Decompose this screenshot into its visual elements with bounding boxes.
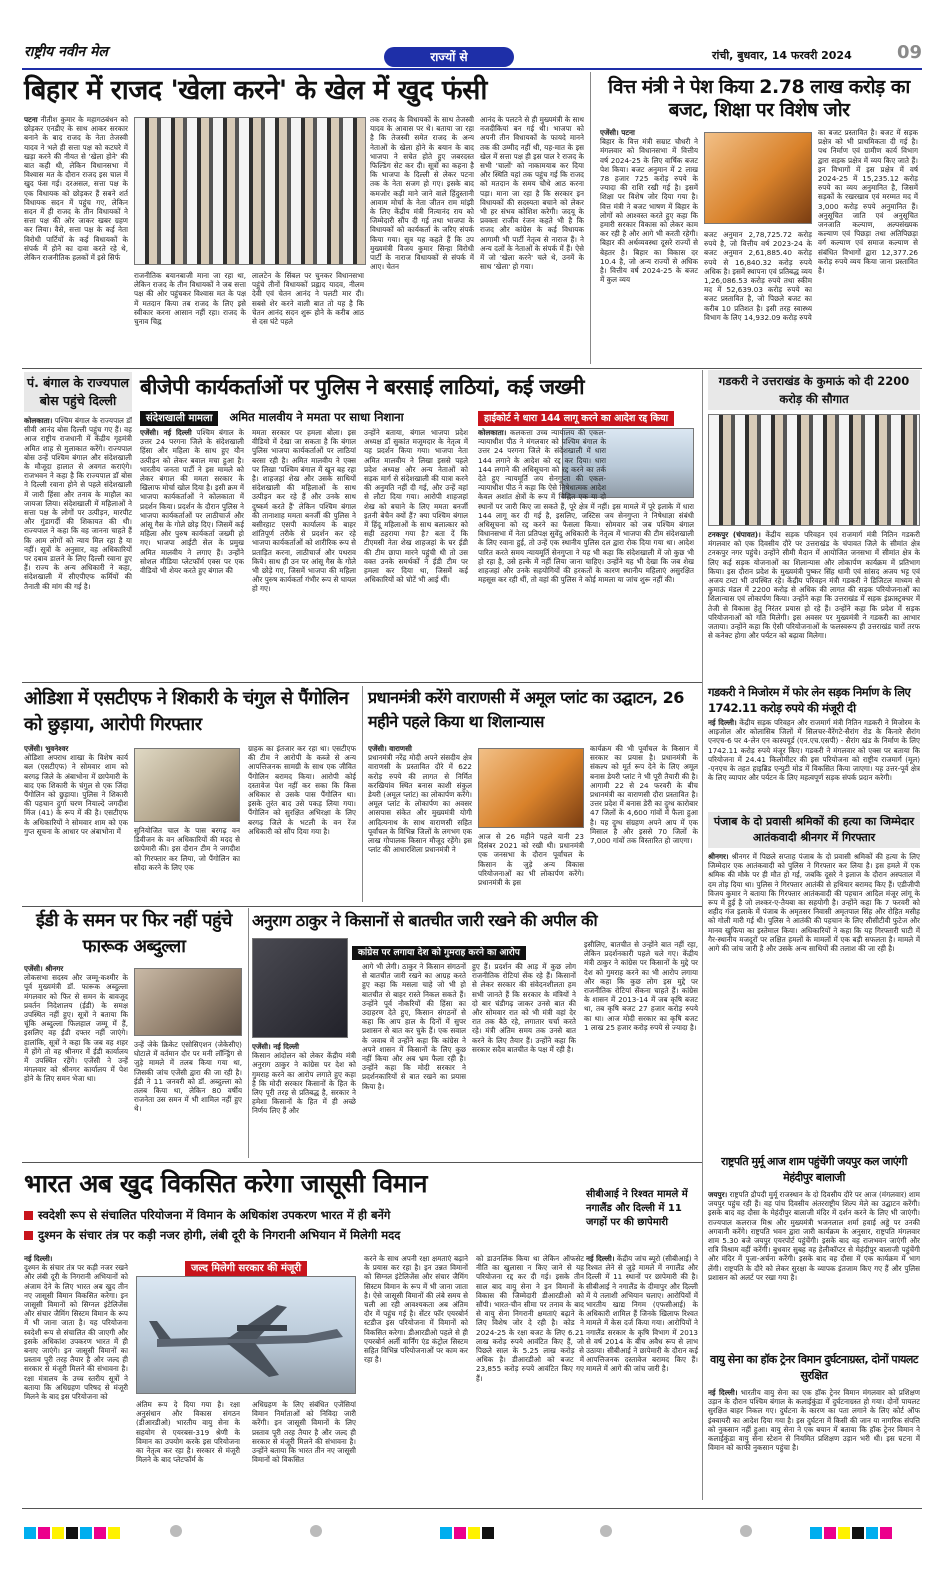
story-rjd-col1: नीतीश कुमार के महागठबंधन को छोड़कर एनडीए के साथ आकर सरकार बनाने के बाद राजद के नेता तेजस्वी यादव ने भले ही सत्ता पक्ष को कटघरे में खड़ा करने की नीयत से 'खेला होने' की बात कही थी, लेकिन विधानसभा में विश्वास मत के दौरान राजद इस चाल में खुद फंस गई। दरअसल, सत्ता पक्ष के एक विधायक को छोड़कर हैं सबने शर्त विधायक सदन में पहुंच गए, लेकिन सदन में ही राजद के तीन विधायकों ने सत्ता पक्ष की ओर जाकर खबर ग्रहण कर लिया। वैसे, सत्ता पक्ष के कई नेता विरोधी पार्टियों के कई विधायकों के संपर्क में होने का दावा करते रहे थे, लेकिन राजनीतिक हलकों में इसे सिर्फ	[24, 115, 128, 263]
dateline: नई दिल्ली।	[586, 1254, 615, 1263]
section-rule	[22, 682, 702, 683]
iaf-text: भारतीय वायु सेना का एक हॉक ट्रेनर विमान मंगलवार को प्रशिक्षण उड़ान के दौरान पश्चिम बंगाल के कलाईकुंडा में दुर्घटनाग्रस्त हो गया। दोनों पायलट सुरक्षित बाहर निकल गए। दुर्घटना के कारण का पता लगाने के लिए कोर्ट ऑफ इंक्वायरी का आदेश दिया गया है। इस दुर्घटना में किसी की जान या नागरिक संपत्ति को नुकसान नहीं हुआ। वायु सेना ने एक बयान में बताया कि हॉक ट्रेनर विमान ने कलाईकुंडा वायु सेना स्टेशन से नियमित प्रशिक्षण उड़ान भरी थी। इस घटना में विमान को काफी नुकसान पहुंचा है।	[708, 1388, 920, 1453]
masthead-rule	[22, 68, 922, 70]
spy-plane-photo	[136, 1276, 356, 1394]
registration-mark	[310, 1525, 322, 1537]
farooq-abdullah-photo	[134, 968, 242, 1036]
murmu-text: राष्ट्रपति द्रौपदी मुर्मू राजस्थान के दो दिवसीय दौरे पर आज (मंगलवार) शाम जयपुर पहुंच रही हैं। वह पांच दिवसीय अंतरराष्ट्रीय शिल्प मेले का उद्घाटन करेंगी। इसके बाद वह दौसा के मेहंदीपुर बालाजी मंदिर में दर्शन करने के लिए भी जाएंगी। राज्यपाल कलराज मिश्र और मुख्यमंत्री भजनलाल शर्मा हवाई अड्डे पर उनकी अगवानी करेंगे। राष्ट्रपति भवन द्वारा जारी कार्यक्रम के अनुसार, राष्ट्रपति मंगलवार शाम 5.30 बजे जयपुर एयरपोर्ट पहुंचेंगी। इसके बाद वह राजभवन जाएंगी और रात्रि विश्राम वहीं करेंगी। बुधवार सुबह वह हेलीकॉप्टर से मेहंदीपुर बालाजी पहुंचेंगी और मंदिर में पूजा-अर्चना करेंगी। इसके बाद वह दौसा में एक कार्यक्रम में भाग लेंगी। राष्ट्रपति के दौरे को लेकर सुरक्षा के व्यापक इंतजाम किए गए हैं और पुलिस प्रशासन को अलर्ट पर रखा गया है।	[708, 1190, 920, 1282]
hc-section144-text: कलकत्ता उच्च न्यायालय की एकल-न्यायाधीश पीठ ने मंगलवार को पश्चिम बंगाल के उत्तर 24 परगना जिले के संदेशखाली में धारा 144 लगाने के आदेश को रद्द कर दिया। धारा 144 लगाने की अधिसूचना को रद्द करने का तर्क देते हुए न्यायमूर्ति जय सेनगुप्ता की एकल-न्यायाधीश पीठ ने कहा कि ऐसे निषेधात्मक आदेश केवल अशांत क्षेत्रों के रूप में चिह्नित एक या दो स्थानों पर जारी किए जा सकते हैं, पूरे क्षेत्र में नहीं। इस मामले में पूरे इलाके में धारा 144 लागू कर दी गई है, इसलिए, जस्टिस जय सेनगुप्ता ने निषेधाज्ञा संबंधी अधिसूचना को रद्द करने का फैसला किया। सोमवार को जब पश्चिम बंगाल विधानसभा में नेता प्रतिपक्ष सुवेंदु अधिकारी के नेतृत्व में भाजपा की टीम संदेशखाली के लिए रवाना हुई, तो उन्हें एक स्थानीय पुलिस दल द्वारा रोक दिया गया था। आदेश पारित करते समय न्यायमूर्ति सेनगुप्ता ने यह भी कहा कि संदेशखाली में जो कुछ भी हो रहा है, उसे हल्के में नहीं लिया जाना चाहिए। उन्होंने यह भी देखा कि जब शेख शाहजहां और उनके सहयोगियों की हरकतों के कारण स्थानीय महिलाएं असुरक्षित महसूस कर रही थीं, तो वहां की पुलिस ने कोई मामला या जांच शुरू नहीं की।	[478, 428, 694, 585]
bjp-police-col1: पश्चिम बंगाल के उत्तर 24 परगना जिले के संदेशखाली हिंसा और महिला के साथ हुए यौन उत्पीड़न को लेकर बवाल मचा हुआ है। भारतीय जनता पार्टी ने इस मामले को लेकर बंगाल की ममता सरकार के खिलाफ मोर्चा खोल दिया है। इसी क्रम में भाजपा कार्यकर्ताओं ने कोलकाता में प्रदर्शन किया। प्रदर्शन के दौरान पुलिस ने भाजपा कार्यकर्ताओं पर लाठीचार्ज और आंसू गैस के गोले छोड़ दिए। जिसमें कई महिला और पुरुष कार्यकर्ता जख्मी हो गए। भाजपा आईटी सेल के प्रमुख अमित मालवीय ने लगाए हैं। उन्होंने सोशल मीडिया प्लेटफॉर्म एक्स पर एक वीडियो भी शेयर करते हुए बंगाल की	[140, 428, 244, 576]
farooq-story	[24, 964, 244, 1158]
amul-headline: प्रधानमंत्री करेंगे वाराणसी में अमूल प्लांट का उद्घाटन, 26 महीने पहले किया था शिलान्यास	[368, 688, 684, 731]
bengal-governor-headline-box	[24, 372, 132, 412]
gadkari-text: केंद्रीय सड़क परिवहन एवं राजमार्ग मंत्री नितिन गडकरी मंगलवार को एक दिवसीय दौरे पर उत्तराखंड के चंपावत जिले के सीमांत क्षेत्र टनकपुर नगर पहुंचे। उन्होंने सीमी मैदान में आयोजित जनसभा में सीमांत क्षेत्र के लिए कई सड़क योजनाओं का शिलान्यास और लोकार्पण कार्यक्रम में प्रतिभाग किया। इस दौरान प्रदेश के मुख्यमंत्री पुष्कर सिंह धामी एवं सांसद अजय भट्ट एवं अजय टम्टा भी उपस्थित रहे। केंद्रीय परिवहन मंत्री गडकरी ने डिजिटल माध्यम से कुमाऊं मंडल में 2200 करोड़ से अधिक की लागत की सड़क परियोजनाओं का शिलान्यास एवं लोकार्पण किया। उन्होंने कहा कि उत्तराखंड में सड़क इंफ्रास्ट्रक्चर में तेजी से विकास हेतु निरंतर प्रयास हो रहे हैं। उन्होंने कहा कि प्रदेश में सड़क परियोजनाओं को गति मिलेगी। इस अवसर पर मुख्यमंत्री ने गडकरी का आभार जताया। उन्होंने कहा कि ऐसी परियोजनाओं के फलस्वरूप ही उत्तराखंड चारों तरफ से कनेक्ट होगा और पर्यटन को बढ़ावा मिलेगा।	[708, 530, 920, 641]
section-badge: राज्यों से	[384, 47, 514, 67]
cbi-headline: सीबीआई ने रिश्वत मामले में नगालैंड और दिल्ली में 11 जगहों पर की छापेमारी	[586, 1189, 688, 1228]
dateline: एजेंसी। नई दिल्ली	[252, 1042, 299, 1051]
anurag-thakur-photo	[252, 938, 348, 1038]
dateline: कोलकाता।	[24, 416, 53, 425]
spyplane-bullet-2-text: दुश्मन के संचार तंत्र पर कड़ी नजर होगी, लंबी दूरी के निगरानी अभियान में मिलेगी मदद	[38, 1228, 401, 1242]
footer-rule	[22, 1508, 922, 1509]
bjp-police-headline: बीजेपी कार्यकर्ताओं पर पुलिस ने बरसाई लाठियां, कई जख्मी	[140, 375, 585, 399]
iaf-story	[708, 1388, 920, 1500]
bjp-police-story	[140, 428, 470, 678]
spyplane-bullet-1	[24, 1208, 584, 1224]
gadkari-story	[708, 530, 920, 678]
registration-mark	[600, 1525, 612, 1537]
dateline: जयपुर।	[708, 1190, 728, 1199]
punjab-headline: पंजाब के दो प्रवासी श्रमिकों की हत्या का जिम्मेदार आतंकवादी श्रीनगर में गिरफ्तार	[713, 815, 915, 844]
aircraft-icon	[137, 1277, 356, 1394]
dateline: एजेंसी। वाराणसी	[368, 744, 412, 753]
dateline: एजेंसी। नई दिल्ली	[140, 428, 192, 437]
column-divider	[702, 370, 703, 1500]
registration-mark	[170, 1525, 182, 1537]
anurag-col2: आगे भी लेगी। ठाकुर ने किसान संगठनों से बातचीत जारी रखने का आग्रह करते हुए कहा कि मसला चाहे जो भी हो बातचीत से बाहर रास्ते निकल सकते हैं। उन्होंने पूर्व नौकरियों की हिंसा का उदाहरण देते हुए, किसान संगठनों से कहा कि आप हाल के दिनों में सुपर प्रशासन से बात कर चुके हैं। एक सवाल के जवाब में उन्होंने कहा कि कांग्रेस ने अपने शासन में किसानों के लिए कुछ नहीं किया और अब भ्रम फैला रही है। उन्होंने कहा कि मोदी सरकार ने प्रदर्शनकारियों से बात रखने का प्रयास किया है।	[362, 962, 466, 1091]
anurag-col1-block	[252, 1042, 356, 1158]
spyplane-col4: करने के साथ अपनी रक्षा क्षमताएं बढ़ाने के प्रयास कर रहा है। इन उन्नत विमानों को सिग्नल इंटेलिजेंस और संचार जैमिंग सिस्टम विमान के रूप में भी जाना जाता है। ऐसे जासूसी विमानों की लंबे समय से चली आ रही आवश्यकता अब अंतिम दौर में पहुंच गई है। सेंटर फॉर एयरबोर्न स्टडीज इस परियोजना में विमानों को विकसित करेगा। डीआरडीओ पहले से ही एयरबोर्न अर्ली वार्निंग एंड कंट्रोल सिस्टम सहित विभिन्न परियोजनाओं पर काम कर रहा है।	[364, 1254, 468, 1365]
section-rule	[22, 906, 702, 907]
page-number: 09	[896, 42, 922, 63]
gadkari-headline-box	[708, 370, 920, 410]
column-divider	[248, 908, 249, 1158]
spyplane-story	[24, 1254, 584, 1500]
dateline: नई दिल्ली।	[708, 1388, 738, 1397]
dateline: एजेंसी। भुवनेश्वर	[24, 744, 69, 753]
cbi-headline-box	[586, 1188, 698, 1248]
anurag-headline: अनुराग ठाकुर ने किसानों से बातचीत जारी रखने की अपील की	[252, 911, 598, 930]
odisha-headline: ओडिशा में एसटीएफ ने शिकारी के चंगुल से पैंगोलिन को छुड़ाया, आरोपी गिरफ्तार	[24, 688, 349, 735]
amul-col3: कार्यक्रम की भी पूर्वांचल के किसान में सरकार का प्रयास है। प्रधानमंत्री के संकल्प को मूर्त रूप देने के लिए अमूल बनास डेयरी प्लांट ने भी पूरी तैयारी की है। आगामी 22 से 24 फरवरी के बीच प्रधानमंत्री का वाराणसी दौरा प्रस्तावित है। उत्तर प्रदेश में बनास डेरी का दुग्ध कारोबार 47 जिलों के 4,600 गांवों में फैला हुआ है। यह दुग्ध संग्रहण अपने आप में एक मिसाल है और इससे 70 जिलों के 7,000 गांवों तक विस्तारित हो जाएगा।	[590, 744, 698, 846]
color-registration-bar-center	[440, 1524, 510, 1538]
budget-col1: बिहार के वित्त मंत्री सम्राट चौधरी ने मंगलवार को विधानसभा में वित्तीय वर्ष 2024-25 के लिए वार्षिक बजट पेश किया। बजट अनुमान में 2 लाख 78 हजार 725 करोड़ रुपये के ज्यादा की राशि रखी गई है। इसमें शिक्षा पर विशेष जोर दिया गया है। वित्त मंत्री ने बजट भाषण में बिहार के लोगों को आश्वस्त करते हुए कहा कि हमारी सरकार विकास को लेकर काम कर रही है और आगे भी करती रहेगी। बिहार की अर्थव्यवस्था दूसरे राज्यों से बेहतर है। बिहार का विकास दर 10.4 है, जो अन्य राज्यों से अधिक है। वित्तीय वर्ष 2024-25 के बजट में कुल व्यय	[600, 137, 698, 285]
story-rjd-headline: बिहार में राजद 'खेला करने' के खेल में खुद फंसी	[24, 75, 487, 106]
iaf-headline: वायु सेना का हॉक ट्रेनर विमान दुर्घटनाग्रस्त, दोनों पायलट सुरक्षित	[710, 1353, 918, 1382]
punjab-headline-box	[708, 812, 920, 848]
color-registration-bar-left	[24, 1524, 144, 1538]
punjab-story	[708, 852, 920, 1152]
anurag-col3: हुए हैं। प्रदर्शन की आड़ में कुछ लोग राजनीतिक रोटियां सेंक रहे हैं। किसानों से लेकर सरकार की संवेदनशीलता हम सभी जानते हैं कि सरकार के मंत्रियों ने दो बार चंडीगढ़ जाकर उनसे बात की और सोमवार रात को भी मंत्री वहां देर रात तक बैठे रहे, लगातार चर्चा करते रहे। मंत्री अंतिम समय तक उनसे बात करने के लिए तैयार हैं। उन्होंने कहा कि सरकार सदैव बातचीत के पक्ष में रही है।	[472, 962, 576, 1054]
hc-section144-story	[478, 428, 694, 678]
cbi-story	[586, 1254, 698, 1500]
dateline: टनकपुर (चंपावत)।	[708, 530, 761, 539]
rjd-mla-photo	[134, 117, 366, 265]
amul-story	[368, 744, 698, 902]
spyplane-tag: जल्द मिलेगी सरकार की मंजूरी	[185, 1261, 307, 1276]
spyplane-bullet-1-text: स्वदेशी रूप से संचालित परियोजना में विमान के अधिकांश उपकरण भारत में ही बनेंगे	[38, 1208, 391, 1222]
mizoram-text: केंद्रीय सड़क परिवहन और राजमार्ग मंत्री नितिन गडकरी ने मिजोरम के आइजोल और कोलासिब जिलों में सिलचर-वैरेंगटे-सैरांग रोड के किनारे सैरांग एनएच-6 पर 4-लेन एन कास्पयूर्ड (एन.एच.एसपी) - सैरांग खंड के निर्माण के लिए 1742.11 करोड़ रुपये मंजूर किए। गडकरी ने मंगलवार को एक्स पर बताया कि परियोजना में 24.41 किलोमीटर की इस परियोजना को राष्ट्रीय राजमार्ग (मूल) -एनएच के तहत हाइब्रिड एन्युटी मोड में विकसित किया जाएगा। यह उत्तर-पूर्व क्षेत्र के लिए व्यापार और पर्यटन के लिए महत्वपूर्ण सड़क संपर्क प्रदान करेगी।	[708, 718, 920, 783]
bengal-governor-story	[24, 416, 132, 678]
dateline: नई दिल्ली।	[24, 1254, 53, 1263]
odisha-col2b: सुनियोजित चाल के पास बरगढ़ वन डिवीजन के वन अधिकारियों की मदद से छापेमारी की। इस दौरान टीम ने जगदीश को गिरफ्तार कर लिया, जो पैंगोलिन का सौदा करने के लिए एक	[134, 826, 240, 872]
farooq-col2: उन्हें जेके क्रिकेट एसोसिएशन (जेकेसीए) घोटाले में वर्तमान दौर पर मनी लॉन्ड्रिंग से जुड़े मामले में तलब किया गया था, जिसकी जांच एजेंसी द्वारा की जा रही है। ईडी ने 11 जनवरी को डॉ. अब्दुल्ला को तलब किया था, लेकिन 80 वर्षीय राजनेता उस समन में भी शामिल नहीं हुए थे।	[134, 1040, 242, 1114]
dateline: पटना	[24, 115, 38, 124]
hc-section144-tag: हाईकोर्ट ने धारा 144 लागू करने का आदेश रद्द किया	[478, 411, 674, 426]
anurag-tag: कांग्रेस पर लगाया देश को गुमराह करने का आरोप	[352, 946, 526, 960]
spyplane-col2: अंतिम रूप दे दिया गया है। रक्षा अनुसंधान और विकास संगठन (डीआरडीओ) भारतीय वायु सेना के सहयोग से एयरबस-319 श्रेणी के विमान का उपयोग करके इस परियोजना का नेतृत्व कर रहा है। सरकार से मंजूरी मिलने के बाद प्लेटफॉर्म के	[136, 1400, 240, 1465]
bjp-police-subhead: अमित मालवीय ने ममता पर साधा निशाना	[229, 410, 404, 424]
hc-section144-tag-row	[478, 406, 698, 424]
punjab-text: श्रीनगर में पिछले सप्ताह पंजाब के दो प्रवासी श्रमिकों की हत्या के लिए जिम्मेदार एक आतंकवादी को पुलिस ने गिरफ्तार कर लिया है। इस हमले में एक श्रमिक की मौके पर ही मौत हो गई, जबकि दूसरे ने इलाज के दौरान अस्पताल में दम तोड़ दिया था। पुलिस ने गिरफ्तार आतंकी से हथियार बरामद किए हैं। एडीजीपी विजय कुमार ने बताया कि गिरफ्तार आतंकवादी की पहचान आदिल मंजूर लांगू के रूप में हुई है जो लश्कर-ए-तैयबा का सहयोगी है। उन्होंने कहा कि 7 फरवरी को शहीद गंज इलाके में पंजाब के अमृतसर निवासी अमृतपाल सिंह और रोहित मसीह को गोली मारी गई थी। पुलिस ने आतंकी की पहचान के लिए सीसीटीवी फुटेज और मानव खुफिया का इस्तेमाल किया। अधिकारियों ने कहा कि यह गिरफ्तारी घाटी में गैर-स्थानीय मजदूरों पर लक्षित हमलों के मामलों में एक बड़ी सफलता है। मामले में आगे की जांच जारी है और उसके अन्य साथियों की तलाश की जा रही है।	[708, 852, 920, 954]
dateline: नई दिल्ली।	[708, 718, 737, 727]
odisha-story	[24, 744, 356, 902]
column-divider	[590, 72, 591, 364]
spyplane-col1: दुश्मन के संचार तंत्र पर कड़ी नजर रखने और लंबी दूरी के निगरानी अभियानों को अंजाम देने के लिए भारत अब खुद तीन नए जासूसी विमान विकसित करेगा। इन जासूसी विमानों को सिग्नल इंटेलिजेंस और संचार जैमिंग सिस्टम विमान के रूप में भी जाना जाता है। यह परियोजना स्वदेशी रूप से संचालित की जाएगी और इसके अधिकांश उपकरण भारत में ही बनाए जाएंगे। इन जासूसी विमानों का प्रस्ताव पूरी तरह तैयार है और जल्द ही सरकार से मंजूरी मिलने की संभावना है। रक्षा मंत्रालय के उच्च स्तरीय सूत्रों ने बताया कि अधिग्रहण परिषद से मंजूरी मिलने के बाद इस परियोजना को	[24, 1263, 128, 1402]
story-rjd	[24, 115, 584, 365]
gadkari-event-photo	[708, 414, 920, 526]
bjp-police-col3: उन्होंने बताया, बंगाल भाजपा प्रदेश अध्यक्ष डॉ सुकांत मजूमदार के नेतृत्व में यह प्रदर्शन किया गया। भाजपा नेता अमित मालवीय ने लिखा इससे पहले प्रदेश अध्यक्ष और अन्य नेताओं को सड़क मार्ग से संदेशखाली की यात्रा करने की अनुमति नहीं दी गई, और उन्हें वहां से लौटा दिया गया। आरोपी शाहजहां शेख को बचाने के लिए ममता बनर्जी इतनी बेचैन क्यों हैं? क्या पश्चिम बंगाल में हिंदू महिलाओं के साथ बलात्कार को सही ठहराया गया है? बता दें कि टीएमसी नेता शेख शाहजहां के घर ईडी की टीम छापा मारने पहुंची थी तो उस वक्त उनके समर्थकों ने ईडी टीम पर हमला कर दिया था, जिसमें कई अधिकारियों को चोटें भी आई थीं।	[364, 428, 468, 585]
budget-col2: बजट अनुमान 2,78,725.72 करोड़ रुपये है, जो वित्तीय वर्ष 2023-24 के बजट अनुमान 2,61,885.40 करोड़ रुपये से 16,840.32 करोड़ रुपये अधिक है। इसमें स्थापना एवं प्रतिबद्ध व्यय 1,26,086.53 करोड़ रुपये तथा स्कीम मद में 52,639.03 करोड़ रुपये का बजट प्रस्तावित है, जो पिछले बजट का करीब 10 प्रतिशत है। इसी तरह स्वास्थ्य विभाग के लिए 14,932.09 करोड़ रुपये	[704, 230, 812, 322]
story-rjd-col4: तक राजद के विधायकों के साथ तेजस्वी यादव के आवास पर थे। बताया जा रहा है कि तेजस्वी समेत राजद के अन्य नेताओं के खेला होने के बयान के बाद भाजपा ने सचेत होते हुए जबरदस्त फिल्डिंग सेट कर दी। सूत्रों का कहना है कि भाजपा के दिल्ली से लेकर पटना तक के नेता सजग हो गए। इसके बाद कमजोर कड़ी माने जाने वाले हिंदुस्तानी आवाम मोर्चा के नेता जीतन राम मांझी के लिए केंद्रीय मंत्री नित्यानंद राय को जिम्मेदारी सौंप दी गई तथा भाजपा के विधायकों को कार्यकर्ता के जरिए संपर्क किया गया। सूत्र यह कहते हैं कि उप मुख्यमंत्री विजय कुमार सिन्हा विरोधी पार्टी के नाराज विधायकों से संपर्क में आए। चेतन	[370, 115, 474, 272]
section-rule	[22, 368, 922, 369]
section-rule	[22, 1162, 702, 1163]
bengal-governor-headline: पं. बंगाल के राज्यपाल बोस पहुंचे दिल्ली	[27, 375, 129, 408]
paper-name: राष्ट्रीय नवीन मेल	[24, 44, 108, 60]
murmu-headline: राष्ट्रपति मुर्मू आज शाम पहुंचेंगी जयपुर कल जाएंगी मेहंदीपुर बालाजी	[721, 1155, 907, 1184]
farooq-col1: लोकसभा सदस्य और जम्मू-कश्मीर के पूर्व मुख्यमंत्री डॉ. फारूक अब्दुल्ला मंगलवार को फिर से समन के बावजूद प्रवर्तन निदेशालय (ईडी) के समक्ष उपस्थित नहीं हुए। सूत्रों ने बताया कि चूंकि अब्दुल्ला फिलहाल जम्मू में हैं, इसलिए वह ईडी दफ्तर नहीं जाएंगे। हालांकि, सूत्रों ने कहा कि जब वह शहर में होंगे तो वह श्रीनगर में ईडी कार्यालय में उपस्थित रहेंगे। एजेंसी ने उन्हें मंगलवार को श्रीनगर कार्यालय में पेश होने के लिए समन भेजा था।	[24, 973, 128, 1084]
pangolin-photo	[134, 748, 240, 822]
anurag-col4: इसीलिए, बातचीत से उन्होंने बात नहीं रहा, लेकिन प्रदर्शनकारी पहले चले गए। केंद्रीय मंत्री ठाकुर ने कांग्रेस पर किसानों के मुद्दे पर देश को गुमराह करने का भी आरोप लगाया और कहा कि कुछ लोग इस मुद्दे पर राजनीतिक रोटियां सेंकना चाहते हैं। कांग्रेस के शासन में 2013-14 में जब कृषि बजट था, तब कृषि बजट 27 हजार करोड़ रुपये का था। आज मोदी सरकार का कृषि बजट 1 लाख 25 हजार करोड़ रुपये से ज्यादा है।	[584, 940, 698, 1032]
farooq-headline: ईडी के समन पर फिर नहीं पहुंचे फारूक अब्दुल्ला	[36, 910, 232, 957]
color-registration-bar-right	[810, 1524, 920, 1538]
dateline: कोलकाता।	[478, 428, 507, 437]
registration-mark	[740, 1525, 752, 1537]
bjp-police-tag: संदेशखाली मामला	[140, 411, 218, 426]
mizoram-story	[708, 718, 920, 810]
spyplane-col3: अधिग्रहण के लिए संबंधित एजेंसियां विमान निर्माताओं को निविदा जारी करेंगी। इन जासूसी विमानों के लिए प्रस्ताव पूरी तरह तैयार है और जल्द ही सरकार से मंजूरी मिलने की संभावना है। उन्होंने बताया कि भारत तीन नए जासूसी विमानों को विकसित	[252, 1400, 356, 1465]
edition-date: रांची, बुधवार, 14 फरवरी 2024	[712, 49, 852, 62]
cbi-text: केंद्रीय जांच ब्यूरो (सीबीआई) ने रिश्वत लेने से जुड़े मामले में नगालैंड और दिल्ली में 11 स्थानों पर छापेमारी की है। सीबीआई ने नगालैंड के दीमापुर और दिल्ली में ये तलाशी अभियान चलाए। आरोपियों में भारतीय खाद्य निगम (एफसीआई) के अधिकारी शामिल हैं जिनके खिलाफ रिश्वत मामले में केस दर्ज किया गया। आरोपियों ने नगालैंड सरकार के कृषि विभाग में 2013 से वर्ष 2014 के बीच अवैध रूप से लाभ उठाया। सीबीआई ने छापेमारी के दौरान कई आपत्तिजनक दस्तावेज बरामद किए हैं। मामले में आगे की जांच जारी है।	[586, 1254, 698, 1374]
dateline: श्रीनगर।	[708, 852, 729, 861]
budget-story	[600, 128, 918, 364]
dateline: एजेंसी। श्रीनगर	[24, 964, 64, 973]
mizoram-headline: गडकरी ने मिजोरम में फोर लेन सड़क निर्माण के लिए 1742.11 करोड़ रुपये की मंजूरी दी	[708, 685, 911, 715]
dateline: एजेंसी। पटना	[600, 128, 635, 137]
pm-modi-photo	[478, 748, 584, 828]
budget-headline: वित्त मंत्री ने पेश किया 2.78 लाख करोड़ का बजट, शिक्षा पर विशेष जोर	[608, 76, 910, 121]
gadkari-headline: गडकरी ने उत्तराखंड के कुमाऊं को दी 2200 करोड़ की सौगात	[718, 374, 910, 406]
bengal-governor-text: पश्चिम बंगाल के राज्यपाल डॉ सीवी आनंद बोस दिल्ली पहुंच गए हैं। वह आज राष्ट्रीय राजधानी में केंद्रीय गृहमंत्री अमित शाह से मुलाकात करेंगे। राज्यपाल बोस उन्हें पश्चिम बंगाल और संदेशखाली के मौजूदा हालात से अवगत कराएंगे। राजभवन ने कहा है कि राज्यपाल डॉ बोस ने दिल्ली रवाना होने से पहले संदेशखाली में जारी हिंसा और तनाव के माहौल का जायजा लिया। संदेशखाली में महिलाओं ने सत्ता पक्ष के लोगों पर उत्पीड़न, मारपीट और गुंडागर्दी की शिकायत की थी। राज्यपाल ने कहा कि वह जानना चाहते हैं कि आम लोगों को न्याय मिल रहा है या नहीं। सूत्रों के अनुसार, वह अधिकारियों पर दबाव डालने के लिए दिल्ली रवाना हुए हैं। राज्य के अन्य अधिकारी ने कहा, संदेशखाली में सीएपीएफ कर्मियों की तैनाती की मांग की गई है।	[24, 416, 132, 591]
spyplane-bullet-2	[24, 1228, 584, 1244]
budget-col3: का बजट प्रस्तावित है। बजट में सड़क प्रक्षेत्र को भी प्राथमिकता दी गई है। पथ निर्माण एवं ग्रामीण कार्य विभाग द्वारा सड़क प्रक्षेत्र में व्यय किए जाते हैं। इन विभागों में इस प्रक्षेत्र में वर्ष 2024-25 में 15,235.12 करोड़ रुपये का व्यय अनुमानित है, जिसमें सड़कों के रखरखाव एवं मरम्मत मद में 3,000 करोड़ रुपये अनुमानित हैं। अनुसूचित जाति एवं अनुसूचित जनजाति कल्याण, अल्पसंख्यक कल्याण एवं पिछड़ा तथा अतिपिछड़ा वर्ग कल्याण एवं समाज कल्याण से संबंधित विभागों द्वारा 12,377.26 करोड़ रुपये व्यय किया जाना प्रस्तावित है।	[818, 128, 918, 276]
odisha-col1: ओडिशा अपराध शाखा के विशेष कार्य बल (एसटीएफ) ने सोमवार शाम को बरगढ़ जिले के अंबाभोना में छापेमारी के बाद एक शिकारी के चंगुल से एक जिंदा पैंगोलिन को छुड़ाया। पुलिस ने शिकारी की पहचान दुर्गा चरण नियाल्दे जगदीश मिंज (41) के रूप में की है। एसटीएफ के अधिकारियों ने सोमवार शाम को एक गुप्त सूचना के आधार पर अंबाभोना में	[24, 753, 128, 836]
anurag-tag-row	[352, 940, 582, 956]
story-rjd-col2: राजनीतिक बयानबाजी माना जा रहा था, लेकिन राजद के तीन विधायकों ने जब सत्ता पक्ष की ओर पहुंचकर विश्वास मत के पक्ष में मतदान किया तब राजद के लिए इसे स्वीकार करना आसान नहीं रहा। राजद के चुनाव चिह्न	[134, 271, 246, 327]
spyplane-headline: भारत अब खुद विकसित करेगा जासूसी विमान	[24, 1169, 427, 1198]
anurag-col1: किसान आंदोलन को लेकर केंद्रीय मंत्री अनुराग ठाकुर ने कांग्रेस पर देश को गुमराह करने का आरोप लगाते हुए कहा है कि मोदी सरकार किसानों के हित के लिए पूरी तरह से प्रतिबद्ध है, सरकार ने हमेशा किसानों के हित में ही अच्छे निर्णय लिए हैं और	[252, 1051, 356, 1116]
bullet-icon	[24, 1231, 33, 1240]
story-rjd-col3: लालटेन के सिंबल पर चुनकर विधानसभा पहुंचे तीनों विधायकों प्रह्लाद यादव, नीलम देवी एवं चेतन आनंद ने पलटी मार दी। सबसे शेर करने वाली बात तो यह है कि चेतन आनंद सदन शुरू होने के करीब आठ से दस घंटे पहले	[252, 271, 364, 327]
story-rjd-col5: आनंद के पलटने से ही मुख्यमंत्री के साथ नजदीकियां बन गई थी। भाजपा को अपनी तीन विधायकों के फायदे मानने तक की उम्मीद नहीं थी, यह-मात के इस खेल में सत्ता पक्ष ही इस पाल रे राजद के सभी 'चालों' को नाकामयाब कर दिया और स्थिति यहां तक पहुंच गई कि राजद को मतदान के समय चौथे आठ करना पड़ा। माना जा रहा है कि सरकार इन विधायकों की सदस्यता बचाने को लेकर भी हर संभव कोशिश करेगी। जदयू के प्रवक्ता राजीव रंजन कहते भी है कि राजद और कांग्रेस के कई विधायक आगामी भी पार्टी नेतृत्व से नाराज हैं। ने अन्य दलों के नेताओं के संपर्क में हैं। ऐसे में जो 'खेला करने' चले थे, उनमें के साथ 'खेला' हो गया।	[480, 115, 584, 272]
column-divider	[362, 686, 363, 902]
odisha-col2: ग्राहक का इंतजार कर रहा था। एसटीएफ की टीम ने आरोपी के कब्जे से अन्य आपत्तिजनक सामग्री के साथ एक जीवित पैंगोलिन बरामद किया। आरोपी कोई दस्तावेज पेश नहीं कर सका कि किस अधिकार से उसके पास पैंगोलिन था। इसके तुरंत बाद उसे पकड़ लिया गया। पैंगोलिन को सुरक्षित अभिरक्षा के लिए बरगढ़ जिले के भटली के वन रेंज अधिकारी को सौंप दिया गया है।	[248, 744, 356, 836]
bullet-icon	[24, 1211, 33, 1220]
masthead	[22, 34, 922, 64]
bjp-police-subhead-row	[140, 406, 470, 424]
murmu-story	[708, 1190, 920, 1350]
finance-minister-photo	[704, 132, 812, 224]
spyplane-col5: को डाउनलिंक किया था लेकिन ऑफसेट नीति का खुलासा न किए जाने से यह परियोजना रद्द कर दी गई। इसके तीन साल बाद वायु सेना ने इन विमानों के विकास की जिम्मेदारी डीआरडीओ को सौंपी। भारत-चीन सीमा पर तनाव के बाद से वायु सेना निगरानी क्षमताएं बढ़ाने के लिए विशेष जोर दे रही है। कोड ने 2024-25 के रक्षा बजट के लिए 6.21 लाख करोड़ रुपये आवंटित किए हैं, जो पिछले साल के 5.25 लाख करोड़ से अधिक है। डीआरडीओ को बजट में 23,855 करोड़ रुपये आवंटित किए गए हैं।	[476, 1254, 584, 1383]
amul-col1: प्रधानमंत्री नरेंद्र मोदी अपने संसदीय क्षेत्र वाराणसी के प्रस्तावित दौरे में 622 करोड़ रुपये की लागत से निर्मित करखियांव स्थित बनास काशी संकुल डेयरी (अमूल प्लांट) का लोकार्पण करेंगे। अमूल प्लांट के लोकार्पण का अवसर आसपास संकेत और मुख्यमंत्री योगी आदित्यनाथ के साथ वाराणसी सहित पूर्वांचल के विभिन्न जिलों के लगभग एक लाख गोपालक किसान मौजूद रहेंगे। इस प्लांट की आधारशिला प्रधानमंत्री ने	[368, 753, 472, 855]
bjp-police-col2: ममता सरकार पर हमला बोला। इस वीडियो में देखा जा सकता है कि बंगाल पुलिस भाजपा कार्यकर्ताओं पर लाठियां बरसा रही है। अमित मालवीय ने एक्स पर लिखा 'पश्चिम बंगाल में खून बह रहा है। शाहजहां शेख और उसके साथियों संदेशखाली की महिलाओं के साथ उत्पीड़न कर रहे हैं और उनके साथ दुष्कर्म करते हैं' लेकिन पश्चिम बंगाल की तानाशाह ममता बनर्जी की पुलिस ने बसीरहाट एसपी कार्यालय के बाहर शांतिपूर्ण तरीके से प्रदर्शन कर रहे भाजपा कार्यकर्ताओं को शारीरिक रूप से प्रताड़ित करना, लाठीचार्ज और पथराव किये। साथ ही उन पर आंसू गैस के गोले भी छोड़े गए, जिसमें भाजपा की महिला और पुरुष कार्यकर्ता गंभीर रूप से घायल हो गए।	[252, 428, 356, 594]
amul-col2: आज से 26 महीने पहले यानी 23 दिसंबर 2021 को रखी थी। प्रधानमंत्री एक जनसभा के दौरान पूर्वांचल के किसान के जुड़े अन्य विकास परियोजनाओं का भी लोकार्पण करेंगे। प्रधानमंत्री के इस	[478, 832, 584, 888]
spyplane-tag-row	[136, 1256, 356, 1272]
